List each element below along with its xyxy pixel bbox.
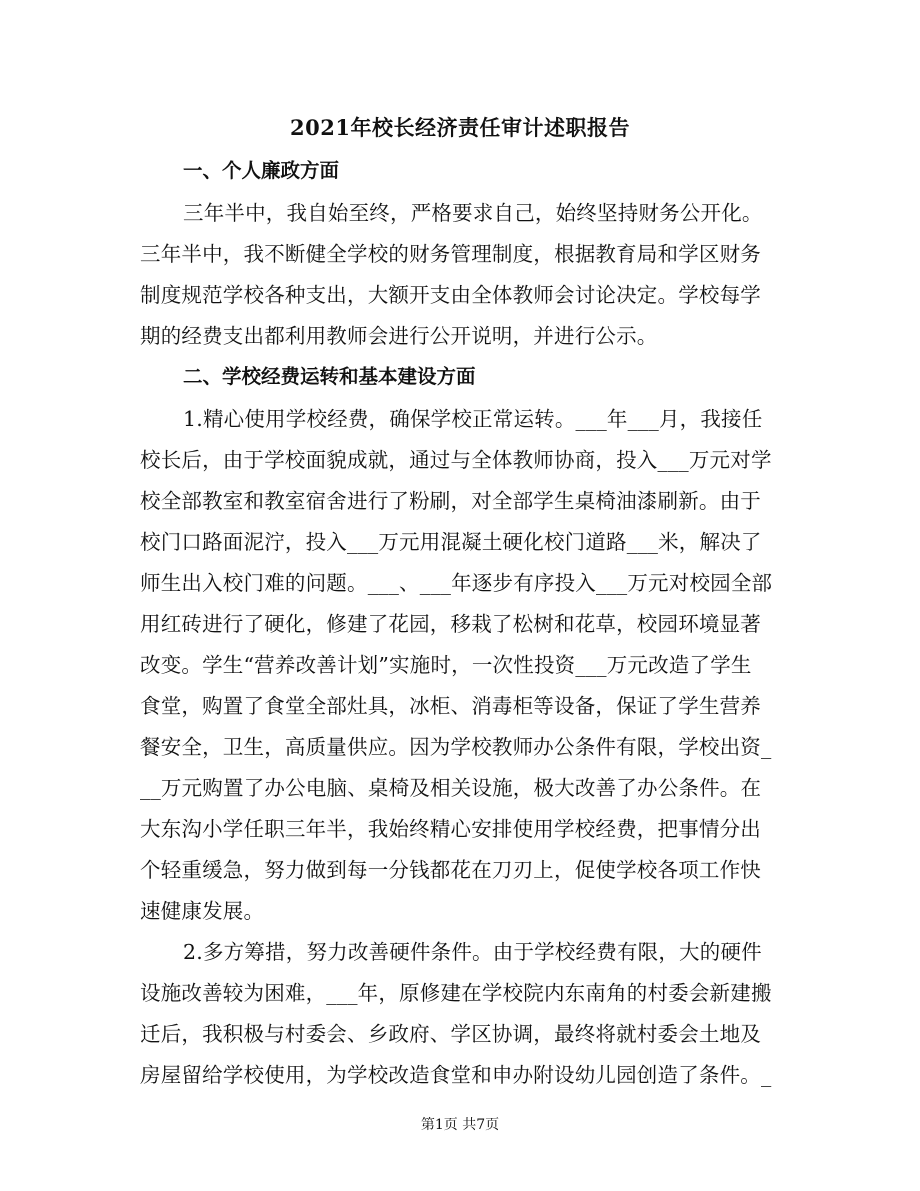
paragraph-line: 餐安全，卫生，高质量供应。因为学校教师办公条件有限，学校出资_ xyxy=(140,735,772,759)
paragraph-line: 房屋留给学校使用，为学校改造食堂和申办附设幼儿园创造了条件。_ xyxy=(140,1063,772,1087)
paragraph-line: __万元购置了办公电脑、桌椅及相关设施，极大改善了办公条件。在 xyxy=(140,776,762,800)
paragraph-line: 速健康发展。 xyxy=(140,899,265,923)
paragraph-line: 校长后，由于学校面貌成就，通过与全体教师协商，投入___万元对学 xyxy=(140,448,772,472)
paragraph-line: 食堂，购置了食堂全部灶具，冰柜、消毒柜等设备，保证了学生营养 xyxy=(140,694,761,718)
paragraph-line: 用红砖进行了硬化，修建了花园，移栽了松树和花草，校园环境显著 xyxy=(140,612,761,636)
paragraph-line: 三年半中，我不断健全学校的财务管理制度，根据教育局和学区财务 xyxy=(140,242,761,266)
paragraph-line: 迁后，我积极与村委会、乡政府、学区协调，最终将就村委会土地及 xyxy=(140,1022,761,1046)
paragraph-line: 制度规范学校各种支出，大额开支由全体教师会讨论决定。学校每学 xyxy=(140,283,761,307)
paragraph-line: 1.精心使用学校经费，确保学校正常运转。___年___月，我接任 xyxy=(183,407,763,431)
page-footer: 第1页 共7页 xyxy=(420,1117,500,1133)
paragraph-line: 大东沟小学任职三年半，我始终精心安排使用学校经费，把事情分出 xyxy=(140,817,761,841)
paragraph-line: 校全部教室和教室宿舍进行了粉刷，对全部学生桌椅油漆刷新。由于 xyxy=(140,489,761,513)
paragraph-line: 改变。学生“营养改善计划”实施时，一次性投资___万元改造了学生 xyxy=(140,653,752,677)
paragraph-line: 设施改善较为困难，___年，原修建在学校院内东南角的村委会新建搬 xyxy=(140,981,772,1005)
section-heading-integrity: 一、个人廉政方面 xyxy=(183,159,340,182)
paragraph-line: 校门口路面泥泞，投入___万元用混凝土硬化校门道路___米，解决了 xyxy=(140,530,762,554)
document-title: 2021年校长经济责任审计述职报告 xyxy=(290,115,630,140)
paragraph-line: 三年半中，我自始至终，严格要求自己，始终坚持财务公开化。 xyxy=(183,201,763,225)
paragraph-line: 2.多方筹措，努力改善硬件条件。由于学校经费有限，大的硬件 xyxy=(183,940,762,964)
paragraph-line: 个轻重缓急，努力做到每一分钱都花在刀刃上，促使学校各项工作快 xyxy=(140,858,761,882)
paragraph-line: 期的经费支出都利用教师会进行公开说明，并进行公示。 xyxy=(140,324,658,348)
paragraph-line: 师生出入校门难的问题。___、___年逐步有序投入___万元对校园全部 xyxy=(140,571,773,595)
section-heading-funding: 二、学校经费运转和基本建设方面 xyxy=(183,365,476,388)
